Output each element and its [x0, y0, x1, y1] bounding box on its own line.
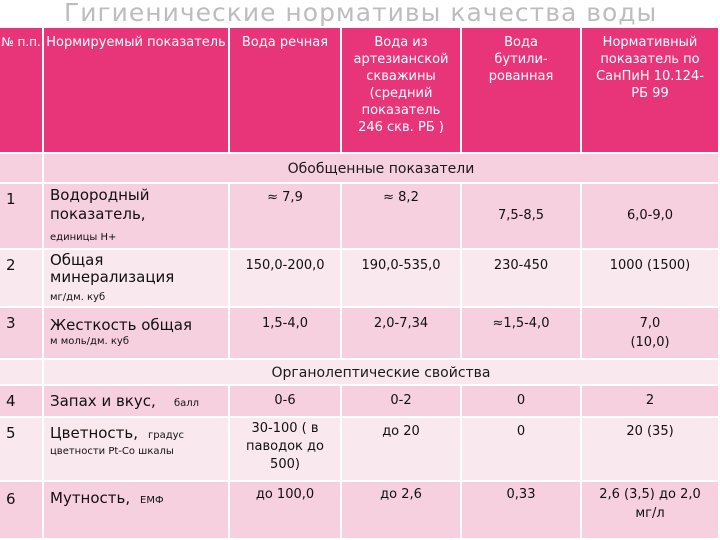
value-norm: 7,0 (10,0) — [582, 308, 720, 360]
value-artesian: до 20 — [342, 418, 462, 482]
value-artesian: 2,0-7,34 — [342, 308, 462, 360]
value-bottled: 7,5-8,5 — [462, 184, 582, 250]
value-bottled: 0,33 — [462, 482, 582, 540]
value-norm: 2 — [582, 386, 720, 418]
indicator-name: Общая минерализация — [50, 251, 175, 286]
value-norm: 20 (35) — [582, 418, 720, 482]
value-river: 30-100 ( в паводок до 500) — [230, 418, 342, 482]
indicator-name: Мутность, — [50, 489, 131, 507]
row-indicator — [44, 418, 230, 482]
section-general: Обобщенные показатели — [44, 154, 720, 184]
indicator-unit: мг/дм. куб — [50, 292, 106, 303]
section-spacer — [0, 154, 44, 184]
row-num: 5 — [0, 418, 44, 482]
indicator-unit: м моль/дм. куб — [50, 336, 129, 347]
header-norm: Нормативный показатель по СанПиН 10.124-РБ 99 — [582, 28, 720, 154]
value-norm: 2,6 (3,5) до 2,0 мг/л — [582, 482, 720, 540]
value-bottled: 0 — [462, 418, 582, 482]
row-indicator — [44, 250, 230, 308]
header-bottled: Вода бутили- рованная — [462, 28, 582, 154]
value-river: ≈ 7,9 — [230, 184, 342, 250]
value-artesian: 0-2 — [342, 386, 462, 418]
value-river: 150,0-200,0 — [230, 250, 342, 308]
value-artesian: до 2,6 — [342, 482, 462, 540]
row-indicator — [44, 386, 230, 418]
value-river: до 100,0 — [230, 482, 342, 540]
row-num: 3 — [0, 308, 44, 360]
indicator-name: Водородный показатель, — [50, 186, 150, 223]
value-river: 1,5-4,0 — [230, 308, 342, 360]
value-artesian: 190,0-535,0 — [342, 250, 462, 308]
value-bottled: 0 — [462, 386, 582, 418]
value-artesian: ≈ 8,2 — [342, 184, 462, 250]
row-indicator — [44, 482, 230, 540]
value-bottled: 230-450 — [462, 250, 582, 308]
row-num: 6 — [0, 482, 44, 540]
section-organoleptic: Органолептические свойства — [44, 360, 720, 386]
row-num: 4 — [0, 386, 44, 418]
section-spacer — [0, 360, 44, 386]
header-artesian: Вода из артезианской скважины (средний показатель 246 скв. РБ ) — [342, 28, 462, 154]
indicator-name: Жесткость общая — [50, 316, 192, 334]
indicator-unit: единицы Н+ — [50, 232, 117, 243]
indicator-unit: градус — [148, 430, 185, 441]
indicator-name: Запах и вкус, — [50, 392, 156, 410]
value-norm: 1000 (1500) — [582, 250, 720, 308]
row-num: 1 — [0, 184, 44, 250]
indicator-unit-scale: цветности Pt-Co шкалы — [50, 446, 174, 457]
header-indicator: Нормируемый показатель — [44, 28, 230, 154]
indicator-unit: балл — [174, 398, 200, 409]
row-num: 2 — [0, 250, 44, 308]
indicator-name: Цветность, — [50, 424, 139, 442]
value-river: 0-6 — [230, 386, 342, 418]
page-title: Гигиенические нормативы качества воды — [64, 0, 658, 27]
value-bottled: ≈1,5-4,0 — [462, 308, 582, 360]
header-river: Вода речная — [230, 28, 342, 154]
row-indicator — [44, 184, 230, 250]
value-norm: 6,0-9,0 — [582, 184, 720, 250]
header-num: № п.п. — [0, 28, 44, 154]
indicator-unit: ЕМФ — [140, 495, 164, 506]
row-indicator — [44, 308, 230, 360]
